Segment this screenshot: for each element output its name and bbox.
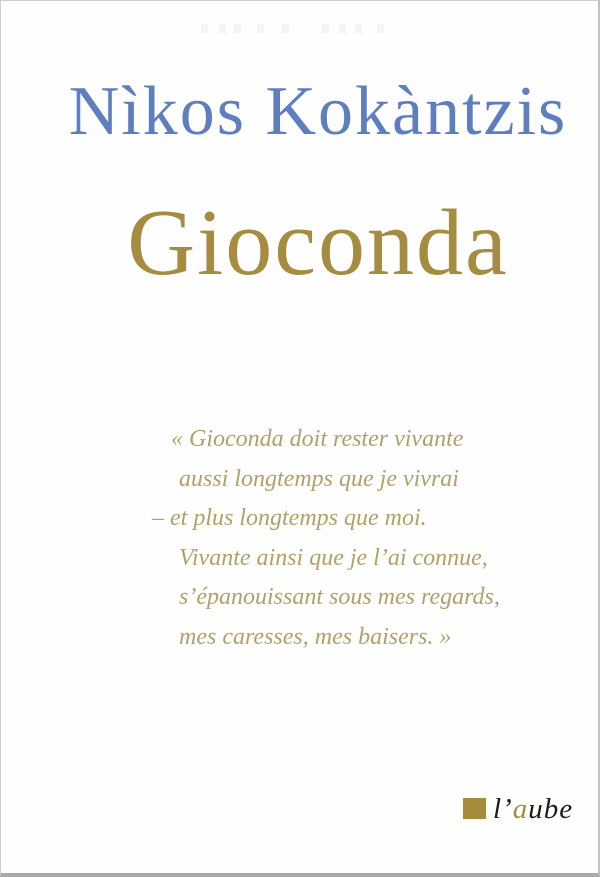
publisher-name-accent: a	[512, 793, 529, 825]
publisher-name-suffix: ube	[528, 793, 574, 825]
quote-line: mes caresses, mes baisers. »	[179, 623, 452, 650]
quote-line: aussi longtemps que je vivrai	[179, 465, 459, 492]
faint-top-marks	[1, 24, 600, 34]
publisher-name	[493, 795, 573, 824]
faint-mark	[219, 24, 226, 33]
faint-mark	[322, 24, 329, 33]
faint-mark	[257, 24, 264, 33]
faint-mark	[355, 24, 362, 33]
faint-mark	[282, 24, 289, 33]
cover-quote	[152, 420, 500, 657]
publisher-square-icon	[463, 798, 486, 819]
faint-mark	[377, 24, 384, 33]
faint-mark	[234, 24, 241, 33]
faint-mark	[201, 24, 208, 33]
book-title: Gioconda	[127, 191, 509, 295]
author-name: Nìkos Kokàntzis	[68, 73, 568, 150]
faint-mark	[339, 24, 346, 33]
publisher-name-prefix: l’	[493, 793, 513, 825]
quote-line: s’épanouissant sous mes regards,	[179, 584, 500, 610]
quote-line: – et plus longtemps que moi.	[152, 505, 427, 531]
quote-line: « Gioconda doit rester vivante	[171, 426, 464, 452]
quote-line: Vivante ainsi que je l’ai connue,	[179, 544, 488, 571]
